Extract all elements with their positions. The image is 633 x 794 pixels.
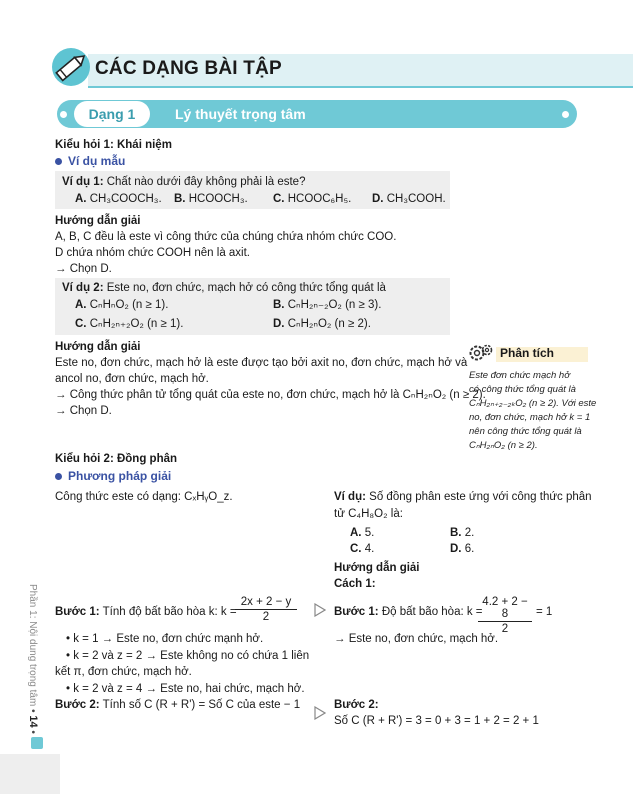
ex1-option-a: A. CH₃COOCH₃. [75, 193, 162, 205]
banner-left-label: Dạng 1 [88, 106, 136, 122]
step2-left: Bước 2: Tính số C (R + R') = Số C của este − 1 [55, 699, 301, 711]
case-bullet-2a: • k = 2 và z = 2 → Este không no có chứa 1 liên [66, 650, 310, 662]
ex2-option-c: C. CₙH₂ₙ₊₂O₂ (n ≥ 1). [75, 318, 184, 330]
s1-heading: Kiểu hỏi 1: Khái niệm [55, 139, 172, 151]
banner-dot-right [562, 111, 569, 118]
sol1-line1: A, B, C đều là este vì công thức của chúng chứa nhóm chức COO. [55, 231, 397, 243]
formula-intro: Công thức este có dạng: CₓHᵧO_z. [55, 491, 233, 503]
arrow-triangle-icon [314, 706, 326, 725]
banner-left-pill [74, 101, 150, 127]
right-result: → Este no, đơn chức, mạch hở. [334, 633, 499, 645]
step1-right-fraction: 4.2 + 2 − 8 2 [478, 596, 532, 635]
ex2-option-b: B. CₙH₂ₙ₋₂O₂ (n ≥ 3). [273, 299, 382, 311]
example-line2: tử C₄H₈O₂ là: [334, 508, 403, 520]
ex2-option-a: A. CₙHₙO₂ (n ≥ 1). [75, 299, 169, 311]
s2-option-d: D. 6. [450, 543, 475, 555]
step2-right-text: Số C (R + R') = 3 = 0 + 3 = 1 + 2 = 2 + 1 [334, 715, 539, 727]
bullet-dot [55, 158, 62, 165]
method-label: Cách 1: [334, 578, 376, 590]
sol2-line2: ancol no, đơn chức, mạch hở. [55, 373, 209, 385]
s2-option-a: A. 5. [350, 527, 375, 539]
sol1-heading: Hướng dẫn giải [55, 215, 141, 227]
arrow-triangle-icon [314, 603, 326, 622]
example1-question: Ví dụ 1: Chất nào dưới đây không phải là este? [62, 176, 306, 188]
case-bullet-1: • k = 1 → Este no, đơn chức mạnh hở. [66, 633, 264, 645]
ex1-option-d: D. CH₃COOH. [372, 193, 446, 205]
sol2-line1: Este no, đơn chức, mạch hở là este được tạo bởi axit no, đơn chức, mạch hở và [55, 357, 468, 369]
example-line1: Ví dụ: Số đồng phân este ứng với công thức phân [334, 491, 592, 503]
page-title: CÁC DẠNG BÀI TẬP [95, 58, 282, 79]
banner-right-label: Lý thuyết trọng tâm [175, 106, 306, 122]
case-bullet-2b: kết π, đơn chức, mạch hở. [55, 666, 192, 678]
s2-sub: Phương pháp giải [55, 469, 171, 483]
gear-icon [468, 343, 494, 363]
s2-option-c: C. 4. [350, 543, 375, 555]
s2-option-b: B. 2. [450, 527, 475, 539]
case-bullet-3: • k = 2 và z = 4 → Este no, hai chức, mạch hở. [66, 683, 305, 695]
ex1-option-c: C. HCOOC₆H₅. [273, 193, 352, 205]
step1-right-result: = 1 [536, 606, 553, 618]
s2-sol-heading: Hướng dẫn giải [334, 562, 420, 574]
side-title: Phân tích [500, 346, 555, 360]
bullet-dot [55, 473, 62, 480]
example2-question: Ví dụ 2: Este no, đơn chức, mạch hở có công thức tổng quát là [62, 282, 386, 294]
sol1-line2: D chứa nhóm chức COOH nên là axit. [55, 247, 251, 259]
banner-dot-left [60, 111, 67, 118]
step1-fraction: 2x + 2 − y 2 [235, 596, 297, 623]
ex1-option-b: B. HCOOCH₃. [174, 193, 248, 205]
margin-tab [31, 737, 43, 749]
side-note-body: Este đơn chức mạch hở có công thức tổng quát là CₙH₂ₙ₊₂₋₂ₖO₂ (n ≥ 2). Với este no, đơn chức, mạch hở k = 1 nên công thức tổng quát là CₙH₂ₙO₂ (n ≥ 2). [469, 370, 597, 451]
corner-shade [0, 754, 60, 794]
s2-heading: Kiểu hỏi 2: Đồng phân [55, 453, 178, 465]
s1-sub: Ví dụ mẫu [55, 154, 125, 168]
pencil-icon [50, 46, 92, 88]
sol2-line4: → Chọn D. [55, 405, 112, 417]
sol2-line3: → Công thức phân tử tổng quát của este no, đơn chức, mạch hở là CₙH₂ₙO₂ (n ≥ 2). [55, 389, 486, 401]
step1-left: Bước 1: Tính độ bất bão hòa k: k = [55, 606, 237, 618]
sol1-line3: → Chọn D. [55, 263, 112, 275]
header-underline [88, 86, 633, 88]
sol2-heading: Hướng dẫn giải [55, 341, 141, 353]
step2-right-label: Bước 2: [334, 699, 379, 711]
ex2-option-d: D. CₙH₂ₙO₂ (n ≥ 2). [273, 318, 371, 330]
step1-right: Bước 1: Độ bất bão hòa: k = [334, 606, 483, 618]
